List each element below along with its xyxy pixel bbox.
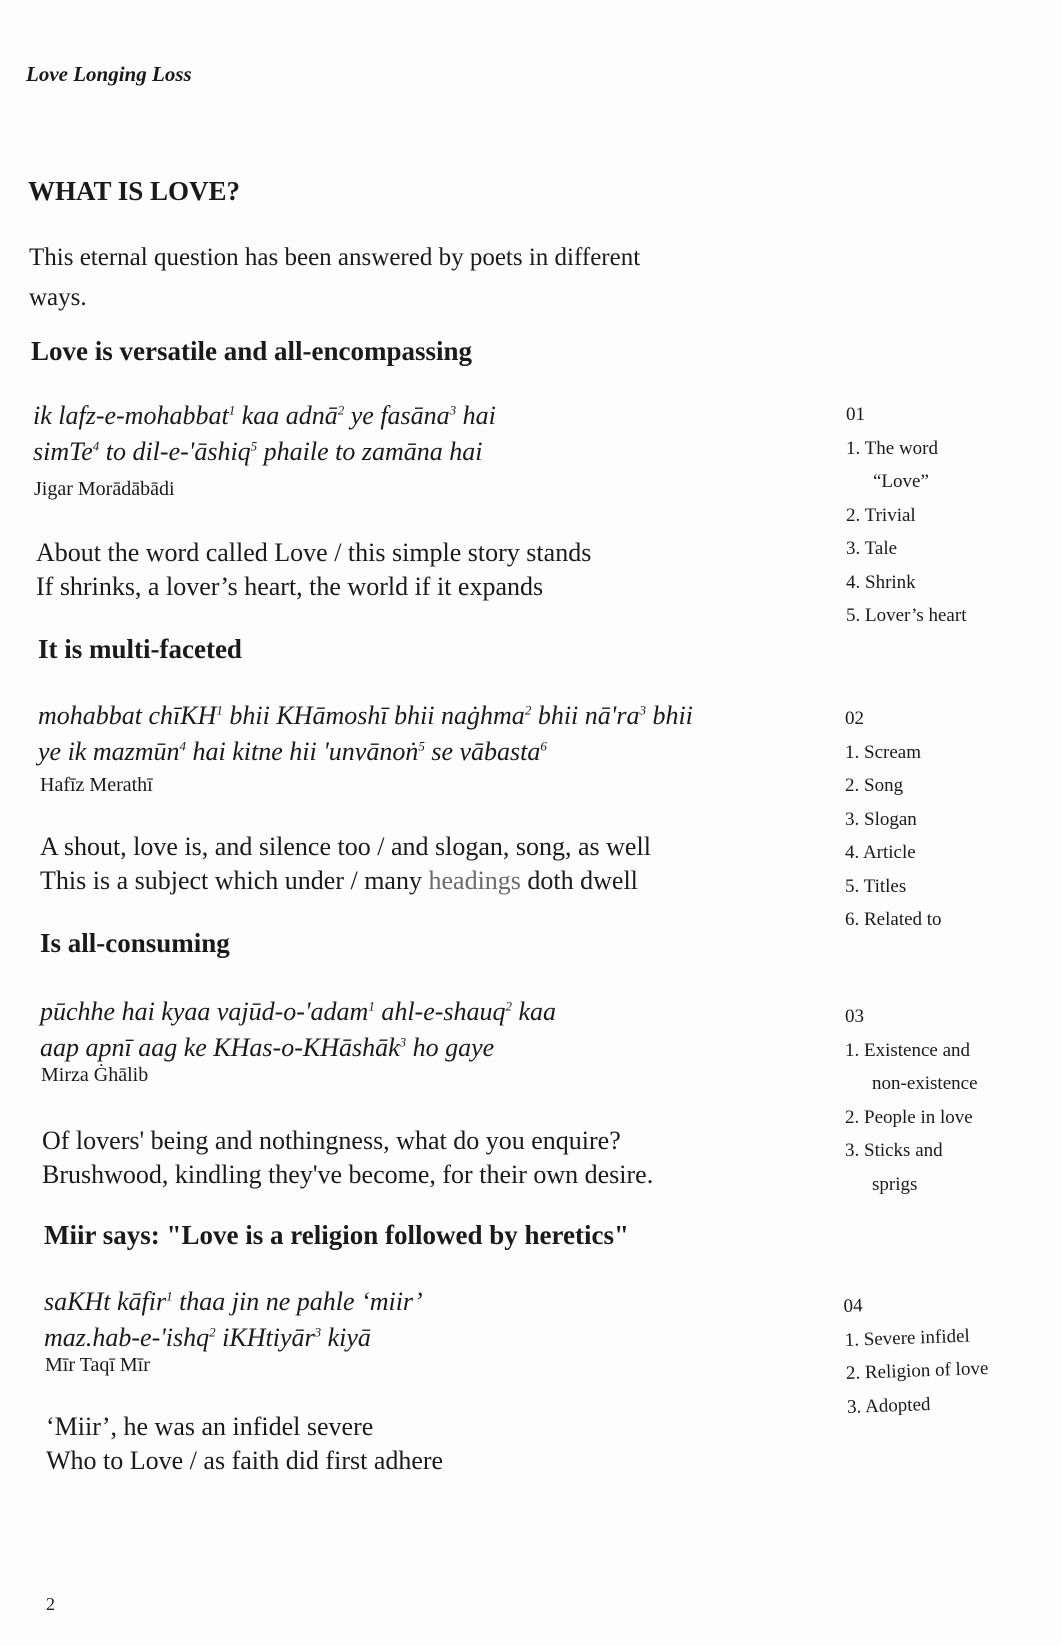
- section-heading: Miir says: "Love is a religion followed by heretics": [44, 1220, 629, 1250]
- urdu-couplet: [44, 1284, 423, 1356]
- gloss-number: 03: [845, 1006, 864, 1027]
- urdu-line: ye ik mazmūn$^4$ hai kitne hii 'unvānoṅ$^5$ se vābasta$^6$: [38, 737, 547, 766]
- urdu-line: maz.hab-e-'ishq$^2$ iKHtiyār$^3$ kiyā: [44, 1323, 371, 1352]
- translation-line: If shrinks, a lover’s heart, the world if it expands: [36, 572, 544, 601]
- intro-line: ways.: [29, 284, 87, 311]
- poet-name: Hafīz Merathī: [40, 774, 153, 796]
- translation: [46, 1410, 443, 1478]
- urdu-line: pūchhe hai kyaa vajūd-o-'adam$^1$ ahl-e-shauq$^2$ kaa: [40, 997, 557, 1026]
- gloss-item: 2. Song: [845, 775, 904, 796]
- gloss-item: 5. Lover’s heart: [846, 605, 967, 626]
- gloss-number: 02: [845, 708, 864, 729]
- urdu-couplet: [40, 994, 556, 1066]
- gloss-item: 4. Article: [845, 842, 916, 863]
- gloss-item: 4. Shrink: [846, 571, 916, 593]
- urdu-couplet: [38, 698, 693, 770]
- urdu-line: saKHt kāfir$^1$ thaa jin ne pahle ‘miir’: [44, 1287, 423, 1316]
- gloss-item: 5. Titles: [845, 875, 907, 897]
- section-heading: Love is versatile and all-encompassing: [31, 336, 473, 366]
- translation-line: Of lovers' being and nothingness, what do you enquire?: [42, 1126, 621, 1155]
- gloss-number: 04: [843, 1295, 863, 1317]
- translation-line: This is a subject which under / many headings doth dwell: [40, 866, 638, 895]
- translation: [36, 536, 591, 604]
- gloss-item: 1. The word: [846, 437, 938, 459]
- gloss-item: 2. Trivial: [846, 504, 916, 526]
- poet-name: Jigar Morādābādi: [34, 478, 175, 500]
- intro-line: This eternal question has been answered by poets in different: [29, 244, 641, 271]
- page-number: 2: [46, 1594, 55, 1614]
- gloss-item: “Love”: [873, 471, 929, 492]
- gloss-item: 3. Adopted: [846, 1393, 931, 1418]
- gloss-item: 2. Religion of love: [845, 1357, 989, 1384]
- translation: [40, 830, 651, 898]
- urdu-line: aap apnī aag ke KHas-o-KHāshāk$^3$ ho gaye: [40, 1033, 495, 1062]
- glossary: [845, 702, 942, 937]
- gloss-item: 3. Slogan: [845, 808, 917, 830]
- glossary: [845, 1000, 978, 1201]
- running-header: Love Longing Loss: [26, 62, 192, 86]
- intro-paragraph: [29, 238, 640, 318]
- gloss-item: 3. Tale: [846, 538, 898, 559]
- gloss-item: 6. Related to: [845, 909, 942, 930]
- gloss-item: 3. Sticks and: [845, 1140, 943, 1161]
- section-heading: It is multi-faceted: [38, 634, 242, 664]
- gloss-item: 2. People in love: [845, 1106, 973, 1128]
- translation-line: Who to Love / as faith did first adhere: [46, 1446, 444, 1475]
- glossary: [843, 1285, 990, 1424]
- urdu-line: simTe$^4$ to dil-e-'āshiq$^5$ phaile to zamāna hai: [33, 437, 483, 466]
- section-heading: Is all-consuming: [40, 928, 230, 958]
- glossary: [846, 398, 966, 633]
- translation-line: About the word called Love / this simple story stands: [36, 538, 592, 567]
- gloss-item: sprigs: [872, 1173, 918, 1195]
- translation: [42, 1124, 653, 1192]
- urdu-line: ik lafz-e-mohabbat$^1$ kaa adnā$^2$ ye fasāna$^3$ hai: [33, 401, 496, 430]
- poet-name: Mirza Ġhālib: [41, 1064, 149, 1086]
- page-title: WHAT IS LOVE?: [28, 176, 241, 206]
- translation-line: A shout, love is, and silence too / and slogan, song, as well: [40, 832, 651, 861]
- gloss-number: 01: [846, 404, 865, 425]
- gloss-item: 1. Severe infidel: [844, 1325, 971, 1351]
- poet-name: Mīr Taqī Mīr: [45, 1354, 150, 1376]
- gloss-item: non-existence: [872, 1073, 978, 1094]
- urdu-couplet: [33, 398, 496, 470]
- gloss-item: 1. Existence and: [845, 1039, 971, 1061]
- urdu-line: mohabbat chīKH$^1$ bhii KHāmoshī bhii naġhma$^2$ bhii $nā'ra^3$ bhii: [38, 701, 693, 730]
- translation-line: ‘Miir’, he was an infidel severe: [46, 1412, 374, 1441]
- translation-line: Brushwood, kindling they've become, for their own desire.: [42, 1160, 654, 1189]
- gloss-item: 1. Scream: [845, 741, 921, 763]
